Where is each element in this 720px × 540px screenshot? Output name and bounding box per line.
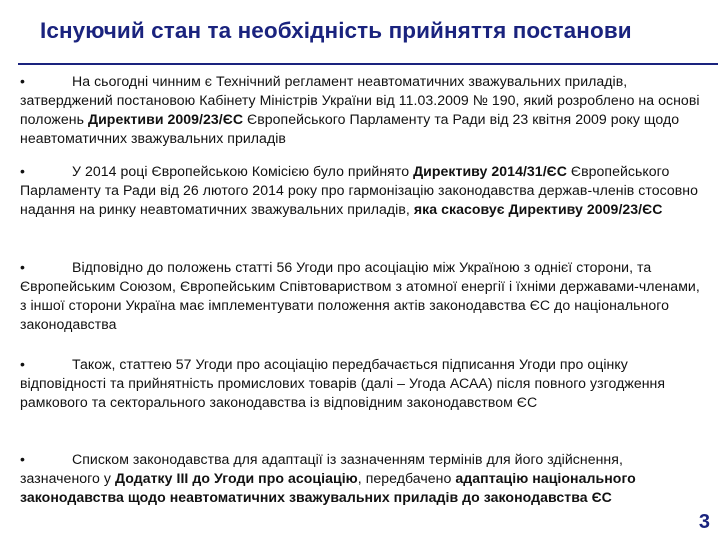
paragraph-current-regulation bbox=[20, 72, 702, 148]
paragraph-new-directive bbox=[20, 162, 702, 219]
bullet-marker: • bbox=[20, 356, 25, 372]
directive-2014-31-reference: Директиву 2014/31/ЄС bbox=[413, 163, 567, 179]
annex-iii-reference: Додатку ІІІ до Угоди про асоціацію bbox=[114, 470, 358, 486]
bullet-marker: • bbox=[20, 451, 25, 467]
directive-2009-23-reference: Директиви 2009/23/ЄС bbox=[87, 111, 244, 127]
page-number: 3 bbox=[698, 511, 710, 533]
bullet-marker: • bbox=[20, 163, 25, 179]
paragraph-text: Також, статтею 57 Угоди про асоціацію передбачається підписання Угоди про оцінку відповідності та прийнятність промислових товарів (далі – Угода АСАА) після повного узгодження рамкового та секторального законодавства із відповідним законодавством ЄС bbox=[20, 356, 666, 410]
repeal-statement: яка скасовує Директиву 2009/23/ЄС bbox=[413, 201, 663, 217]
paragraph-text: Європейського Парламенту та Ради від 26 лютого 2014 року про гармонізацію законодавства держав-членів стосовно надання на ринку неавтоматичних зважувальних приладів, bbox=[20, 163, 699, 217]
bullet-marker: • bbox=[20, 259, 25, 275]
paragraph-text: , передбачено bbox=[357, 470, 456, 486]
paragraph-text: Списком законодавства для адаптації із зазначенням термінів для його здійснення, зазначеного у bbox=[20, 451, 623, 486]
title-divider bbox=[18, 63, 718, 65]
slide-title: Існуючий стан та необхідність прийняття постанови bbox=[40, 18, 632, 43]
paragraph-text: На сьогодні чинним є Технічний регламент неавтоматичних зважувальних приладів, затверджений постановою Кабінету Міністрів України від 11.03.2009 № 190, який розроблено на основі положень bbox=[20, 73, 700, 127]
paragraph-text: Європейського Парламенту та Ради від 23 квітня 2009 року щодо неавтоматичних зважувальних приладів bbox=[20, 111, 680, 146]
paragraph-article-56 bbox=[20, 258, 702, 334]
paragraph-text: У 2014 році Європейською Комісією було прийнято bbox=[72, 163, 414, 179]
paragraph-article-57 bbox=[20, 355, 702, 412]
paragraph-text: Відповідно до положень статті 56 Угоди про асоціацію між Україною з однієї сторони, та Європейським Союзом, Європейським Співтовариством з атомної енергії і їхніми державами-членами, з іншої сторони Україна має імплементувати положення актів законодавства ЄС до національного законодавства bbox=[20, 259, 700, 332]
bullet-marker: • bbox=[20, 73, 25, 89]
adaptation-statement: адаптацію національного законодавства щодо неавтоматичних зважувальних приладів до законодавства ЄС bbox=[20, 470, 636, 505]
paragraph-annex-iii bbox=[20, 450, 702, 507]
